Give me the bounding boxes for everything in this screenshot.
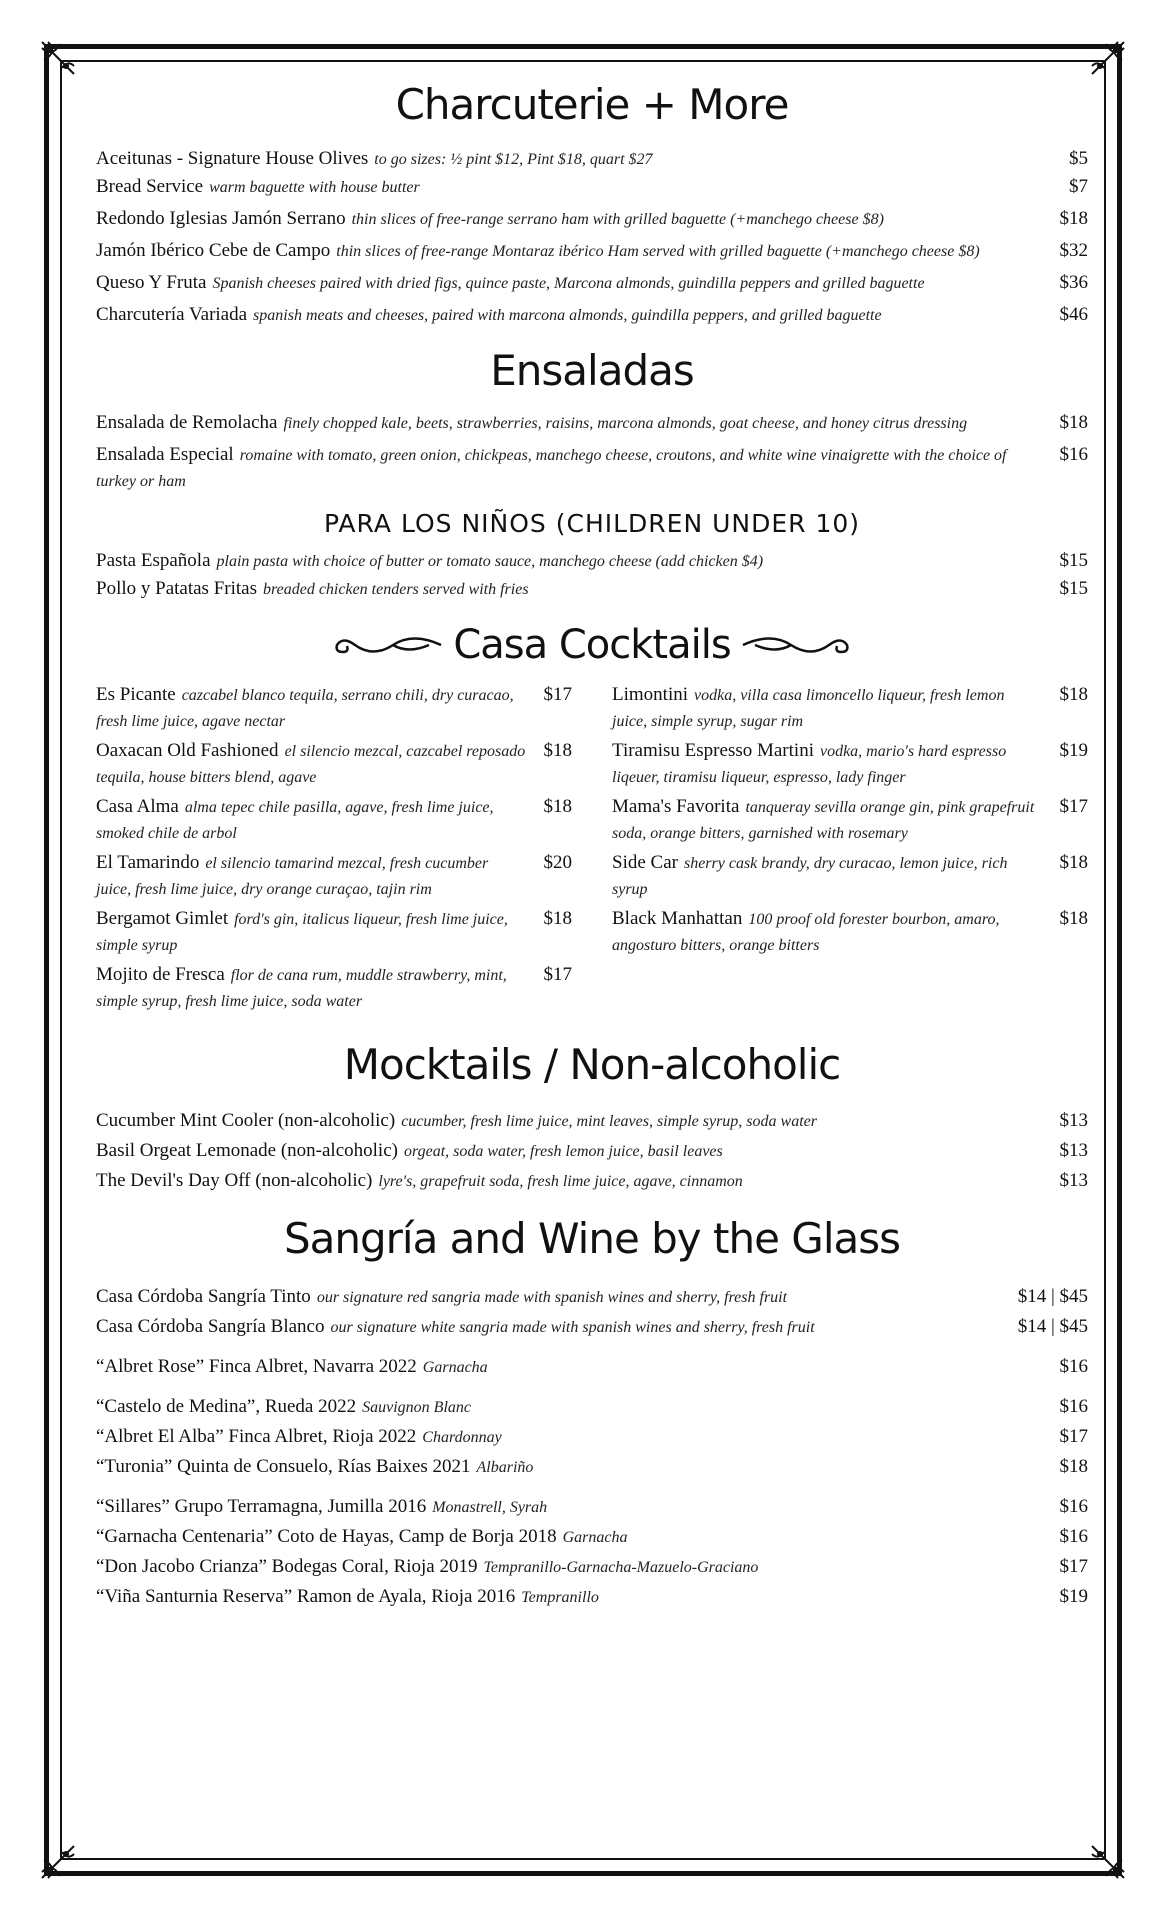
section-title-ninos: PARA LOS NIÑOS (CHILDREN UNDER 10) — [323, 509, 861, 538]
item-name: Black Manhattan — [612, 908, 743, 929]
item-price: $13 — [1059, 1170, 1088, 1191]
item-description: alma tepec chile pasilla, agave, fresh lime juice, smoked chile de arbol — [96, 799, 494, 842]
item-description: Monastrell, Syrah — [432, 1499, 548, 1516]
item-description: breaded chicken tenders served with fries — [262, 581, 529, 598]
item-description: spanish meats and cheeses, paired with marcona almonds, guindilla peppers, and grilled baguette — [253, 307, 882, 324]
corner-ornament-top-left — [38, 38, 78, 78]
menu-item — [96, 548, 1088, 574]
item-price: $16 — [1059, 1526, 1088, 1547]
sangria-list — [96, 1284, 1088, 1340]
item-name: “Don Jacobo Crianza” Bodegas Coral, Rioja 2019 — [96, 1556, 478, 1577]
menu-item — [96, 1394, 1088, 1420]
item-price: $15 — [1059, 578, 1088, 599]
item-price: $17 — [1059, 1426, 1088, 1447]
menu-item — [96, 850, 572, 902]
section-title-wine: Sangría and Wine by the Glass — [283, 1214, 900, 1263]
item-name: El Tamarindo — [96, 852, 200, 873]
menu-item — [96, 1554, 1088, 1580]
item-price: $19 — [1059, 1586, 1088, 1607]
item-price: $17 — [1059, 796, 1088, 817]
item-name: Tiramisu Espresso Martini — [612, 740, 814, 761]
item-price: $16 — [1059, 1396, 1088, 1417]
item-description: Albariño — [476, 1459, 534, 1476]
item-price: $18 — [543, 740, 572, 761]
item-price: $15 — [1059, 550, 1088, 571]
item-description: ford's gin, italicus liqueur, fresh lime juice, simple syrup — [96, 911, 508, 954]
item-name: “Albret Rose” Finca Albret, Navarra 2022 — [96, 1356, 417, 1377]
item-price: $20 — [543, 852, 572, 873]
item-description: orgeat, soda water, fresh lemon juice, basil leaves — [403, 1143, 723, 1160]
item-name: Basil Orgeat Lemonade (non-alcoholic) — [96, 1140, 398, 1161]
item-description: romaine with tomato, green onion, chickpeas, manchego cheese, croutons, and white wine vinaigrette with the choice of turkey or ham — [96, 447, 1007, 490]
item-description: to go sizes: ½ pint $12, Pint $18, quart $27 — [374, 151, 653, 168]
item-price: $18 — [1059, 412, 1088, 433]
section-title-cocktails: Casa Cocktails — [453, 622, 731, 668]
item-description: Chardonnay — [422, 1429, 502, 1446]
item-price: $17 — [1059, 1556, 1088, 1577]
cocktails-column-left — [96, 682, 572, 1014]
menu-item — [612, 906, 1088, 958]
item-name: Redondo Iglesias Jamón Serrano — [96, 208, 346, 229]
corner-ornament-top-right — [1088, 38, 1128, 78]
item-name: “Albret El Alba” Finca Albret, Rioja 2022 — [96, 1426, 417, 1447]
section-title-mocktails: Mocktails / Non-alcoholic — [343, 1040, 841, 1089]
item-description: our signature red sangria made with spanish wines and sherry, fresh fruit — [316, 1289, 788, 1306]
item-price: $17 — [543, 684, 572, 705]
item-price: $7 — [1069, 176, 1088, 197]
red-wine-list — [96, 1494, 1088, 1610]
item-description: tanqueray sevilla orange gin, pink grapefruit soda, orange bitters, garnished with rosemary — [612, 799, 1035, 842]
item-description: vodka, villa casa limoncello liqueur, fresh lemon juice, simple syrup, sugar rim — [612, 687, 1005, 730]
cocktails-columns — [96, 682, 1088, 1014]
white-wine-list — [96, 1394, 1088, 1480]
item-name: Mama's Favorita — [612, 796, 740, 817]
item-name: Bergamot Gimlet — [96, 908, 229, 929]
item-name: Mojito de Fresca — [96, 964, 225, 985]
menu-item — [96, 1138, 1088, 1164]
item-name: Cucumber Mint Cooler (non-alcoholic) — [96, 1110, 396, 1131]
menu-item — [96, 1454, 1088, 1480]
item-description: cazcabel blanco tequila, serrano chili, dry curacao, fresh lime juice, agave nectar — [96, 687, 514, 730]
menu-item — [612, 738, 1088, 790]
charcuterie-list — [96, 146, 1088, 328]
item-description: vodka, mario's hard espresso liqeuer, tiramisu liqueur, espresso, lady finger — [612, 743, 1007, 786]
item-description: sherry cask brandy, dry curacao, lemon juice, rich syrup — [612, 855, 1008, 898]
menu-content — [96, 74, 1088, 1610]
item-price: $36 — [1059, 272, 1088, 293]
item-description: lyre's, grapefruit soda, fresh lime juice, agave, cinnamon — [378, 1173, 743, 1190]
section-title-ensaladas: Ensaladas — [490, 346, 694, 395]
item-price: $14 | $45 — [1017, 1316, 1088, 1337]
menu-item — [612, 682, 1088, 734]
item-price: $18 — [1059, 852, 1088, 873]
item-price: $18 — [1059, 208, 1088, 229]
menu-item — [96, 410, 1088, 436]
item-description: plain pasta with choice of butter or tomato sauce, manchego cheese (add chicken $4) — [216, 553, 764, 570]
menu-item — [612, 850, 1088, 902]
item-description: Sauvignon Blanc — [362, 1399, 471, 1416]
menu-item — [96, 1168, 1088, 1194]
menu-item — [96, 1314, 1088, 1340]
menu-item — [96, 576, 1088, 602]
ninos-list — [96, 548, 1088, 602]
item-description: 100 proof old forester bourbon, amaro, angosturo bitters, orange bitters — [612, 911, 1000, 954]
item-name: The Devil's Day Off (non-alcoholic) — [96, 1170, 373, 1191]
menu-item — [96, 1424, 1088, 1450]
item-price: $13 — [1059, 1140, 1088, 1161]
corner-ornament-bottom-left — [38, 1842, 78, 1882]
item-name: Limontini — [612, 684, 688, 705]
item-name: Pasta Española — [96, 550, 211, 571]
item-price: $13 — [1059, 1110, 1088, 1131]
item-name: Aceitunas - Signature House Olives — [96, 148, 369, 169]
menu-item — [96, 962, 572, 1014]
menu-item — [96, 174, 1088, 200]
item-description: Tempranillo — [521, 1589, 599, 1606]
menu-item — [96, 270, 1088, 296]
item-description: warm baguette with house butter — [209, 179, 420, 196]
item-name: Pollo y Patatas Fritas — [96, 578, 257, 599]
item-name: Oaxacan Old Fashioned — [96, 740, 279, 761]
item-price: $18 — [543, 908, 572, 929]
item-name: Ensalada Especial — [96, 444, 234, 465]
item-name: “Castelo de Medina”, Rueda 2022 — [96, 1396, 357, 1417]
item-name: “Turonia” Quinta de Consuelo, Rías Baixes 2021 — [96, 1456, 471, 1477]
item-name: Charcutería Variada — [96, 304, 248, 325]
cocktails-column-right — [612, 682, 1088, 1014]
menu-item — [96, 682, 572, 734]
menu-item — [96, 1354, 1088, 1380]
menu-item — [96, 302, 1088, 328]
mocktails-list — [96, 1108, 1088, 1194]
menu-item — [96, 1284, 1088, 1310]
item-price: $14 | $45 — [1017, 1286, 1088, 1307]
item-name: Ensalada de Remolacha — [96, 412, 278, 433]
menu-item — [612, 794, 1088, 846]
item-description: el silencio mezcal, cazcabel reposado tequila, house bitters blend, agave — [96, 743, 526, 786]
cocktails-heading — [96, 616, 1088, 674]
flourish-right-icon — [741, 630, 851, 660]
item-price: $19 — [1059, 740, 1088, 761]
item-price: $32 — [1059, 240, 1088, 261]
item-description: Garnacha — [422, 1359, 488, 1376]
item-description: thin slices of free-range Montaraz ibérico Ham served with grilled baguette (+manchego cheese $8) — [336, 243, 980, 260]
item-description: our signature white sangria made with spanish wines and sherry, fresh fruit — [330, 1319, 815, 1336]
item-price: $18 — [1059, 1456, 1088, 1477]
item-price: $5 — [1069, 148, 1088, 169]
item-price: $17 — [543, 964, 572, 985]
item-description: flor de cana rum, muddle strawberry, mint, simple syrup, fresh lime juice, soda water — [96, 967, 507, 1010]
section-title-charcuterie: Charcuterie + More — [395, 80, 789, 129]
item-name: Queso Y Fruta — [96, 272, 207, 293]
item-name: Side Car — [612, 852, 678, 873]
item-price: $18 — [1059, 684, 1088, 705]
item-name: Jamón Ibérico Cebe de Campo — [96, 240, 331, 261]
item-description: cucumber, fresh lime juice, mint leaves, simple syrup, soda water — [401, 1113, 817, 1130]
item-price: $18 — [543, 796, 572, 817]
menu-item — [96, 206, 1088, 232]
item-price: $46 — [1059, 304, 1088, 325]
item-price: $18 — [1059, 908, 1088, 929]
menu-item — [96, 906, 572, 958]
item-name: Casa Córdoba Sangría Blanco — [96, 1316, 325, 1337]
rose-wine-list — [96, 1354, 1088, 1380]
item-price: $16 — [1059, 1496, 1088, 1517]
menu-item — [96, 1494, 1088, 1520]
menu-item — [96, 1108, 1088, 1134]
item-name: “Sillares” Grupo Terramagna, Jumilla 2016 — [96, 1496, 427, 1517]
menu-item — [96, 238, 1088, 264]
item-description: el silencio tamarind mezcal, fresh cucumber juice, fresh lime juice, dry orange curaçao, tajin rim — [96, 855, 489, 898]
item-price: $16 — [1059, 444, 1088, 465]
item-name: “Garnacha Centenaria” Coto de Hayas, Camp de Borja 2018 — [96, 1526, 557, 1547]
item-price: $16 — [1059, 1356, 1088, 1377]
menu-item — [96, 1584, 1088, 1610]
corner-ornament-bottom-right — [1088, 1842, 1128, 1882]
menu-item — [96, 442, 1088, 494]
ensaladas-list — [96, 410, 1088, 494]
item-description: Tempranillo-Garnacha-Mazuelo-Graciano — [483, 1559, 759, 1576]
item-description: thin slices of free-range serrano ham with grilled baguette (+manchego cheese $8) — [351, 211, 884, 228]
item-description: finely chopped kale, beets, strawberries, raisins, marcona almonds, goat cheese, and honey citrus dressing — [283, 415, 968, 432]
item-description: Garnacha — [562, 1529, 628, 1546]
menu-item — [96, 146, 1088, 172]
item-name: Casa Alma — [96, 796, 179, 817]
item-name: Es Picante — [96, 684, 176, 705]
flourish-left-icon — [333, 630, 443, 660]
menu-item — [96, 1524, 1088, 1550]
menu-item — [96, 794, 572, 846]
item-name: Bread Service — [96, 176, 204, 197]
item-description: Spanish cheeses paired with dried figs, quince paste, Marcona almonds, guindilla peppers and grilled baguette — [212, 275, 925, 292]
menu-item — [96, 738, 572, 790]
item-name: “Viña Santurnia Reserva” Ramon de Ayala, Rioja 2016 — [96, 1586, 516, 1607]
item-name: Casa Córdoba Sangría Tinto — [96, 1286, 311, 1307]
